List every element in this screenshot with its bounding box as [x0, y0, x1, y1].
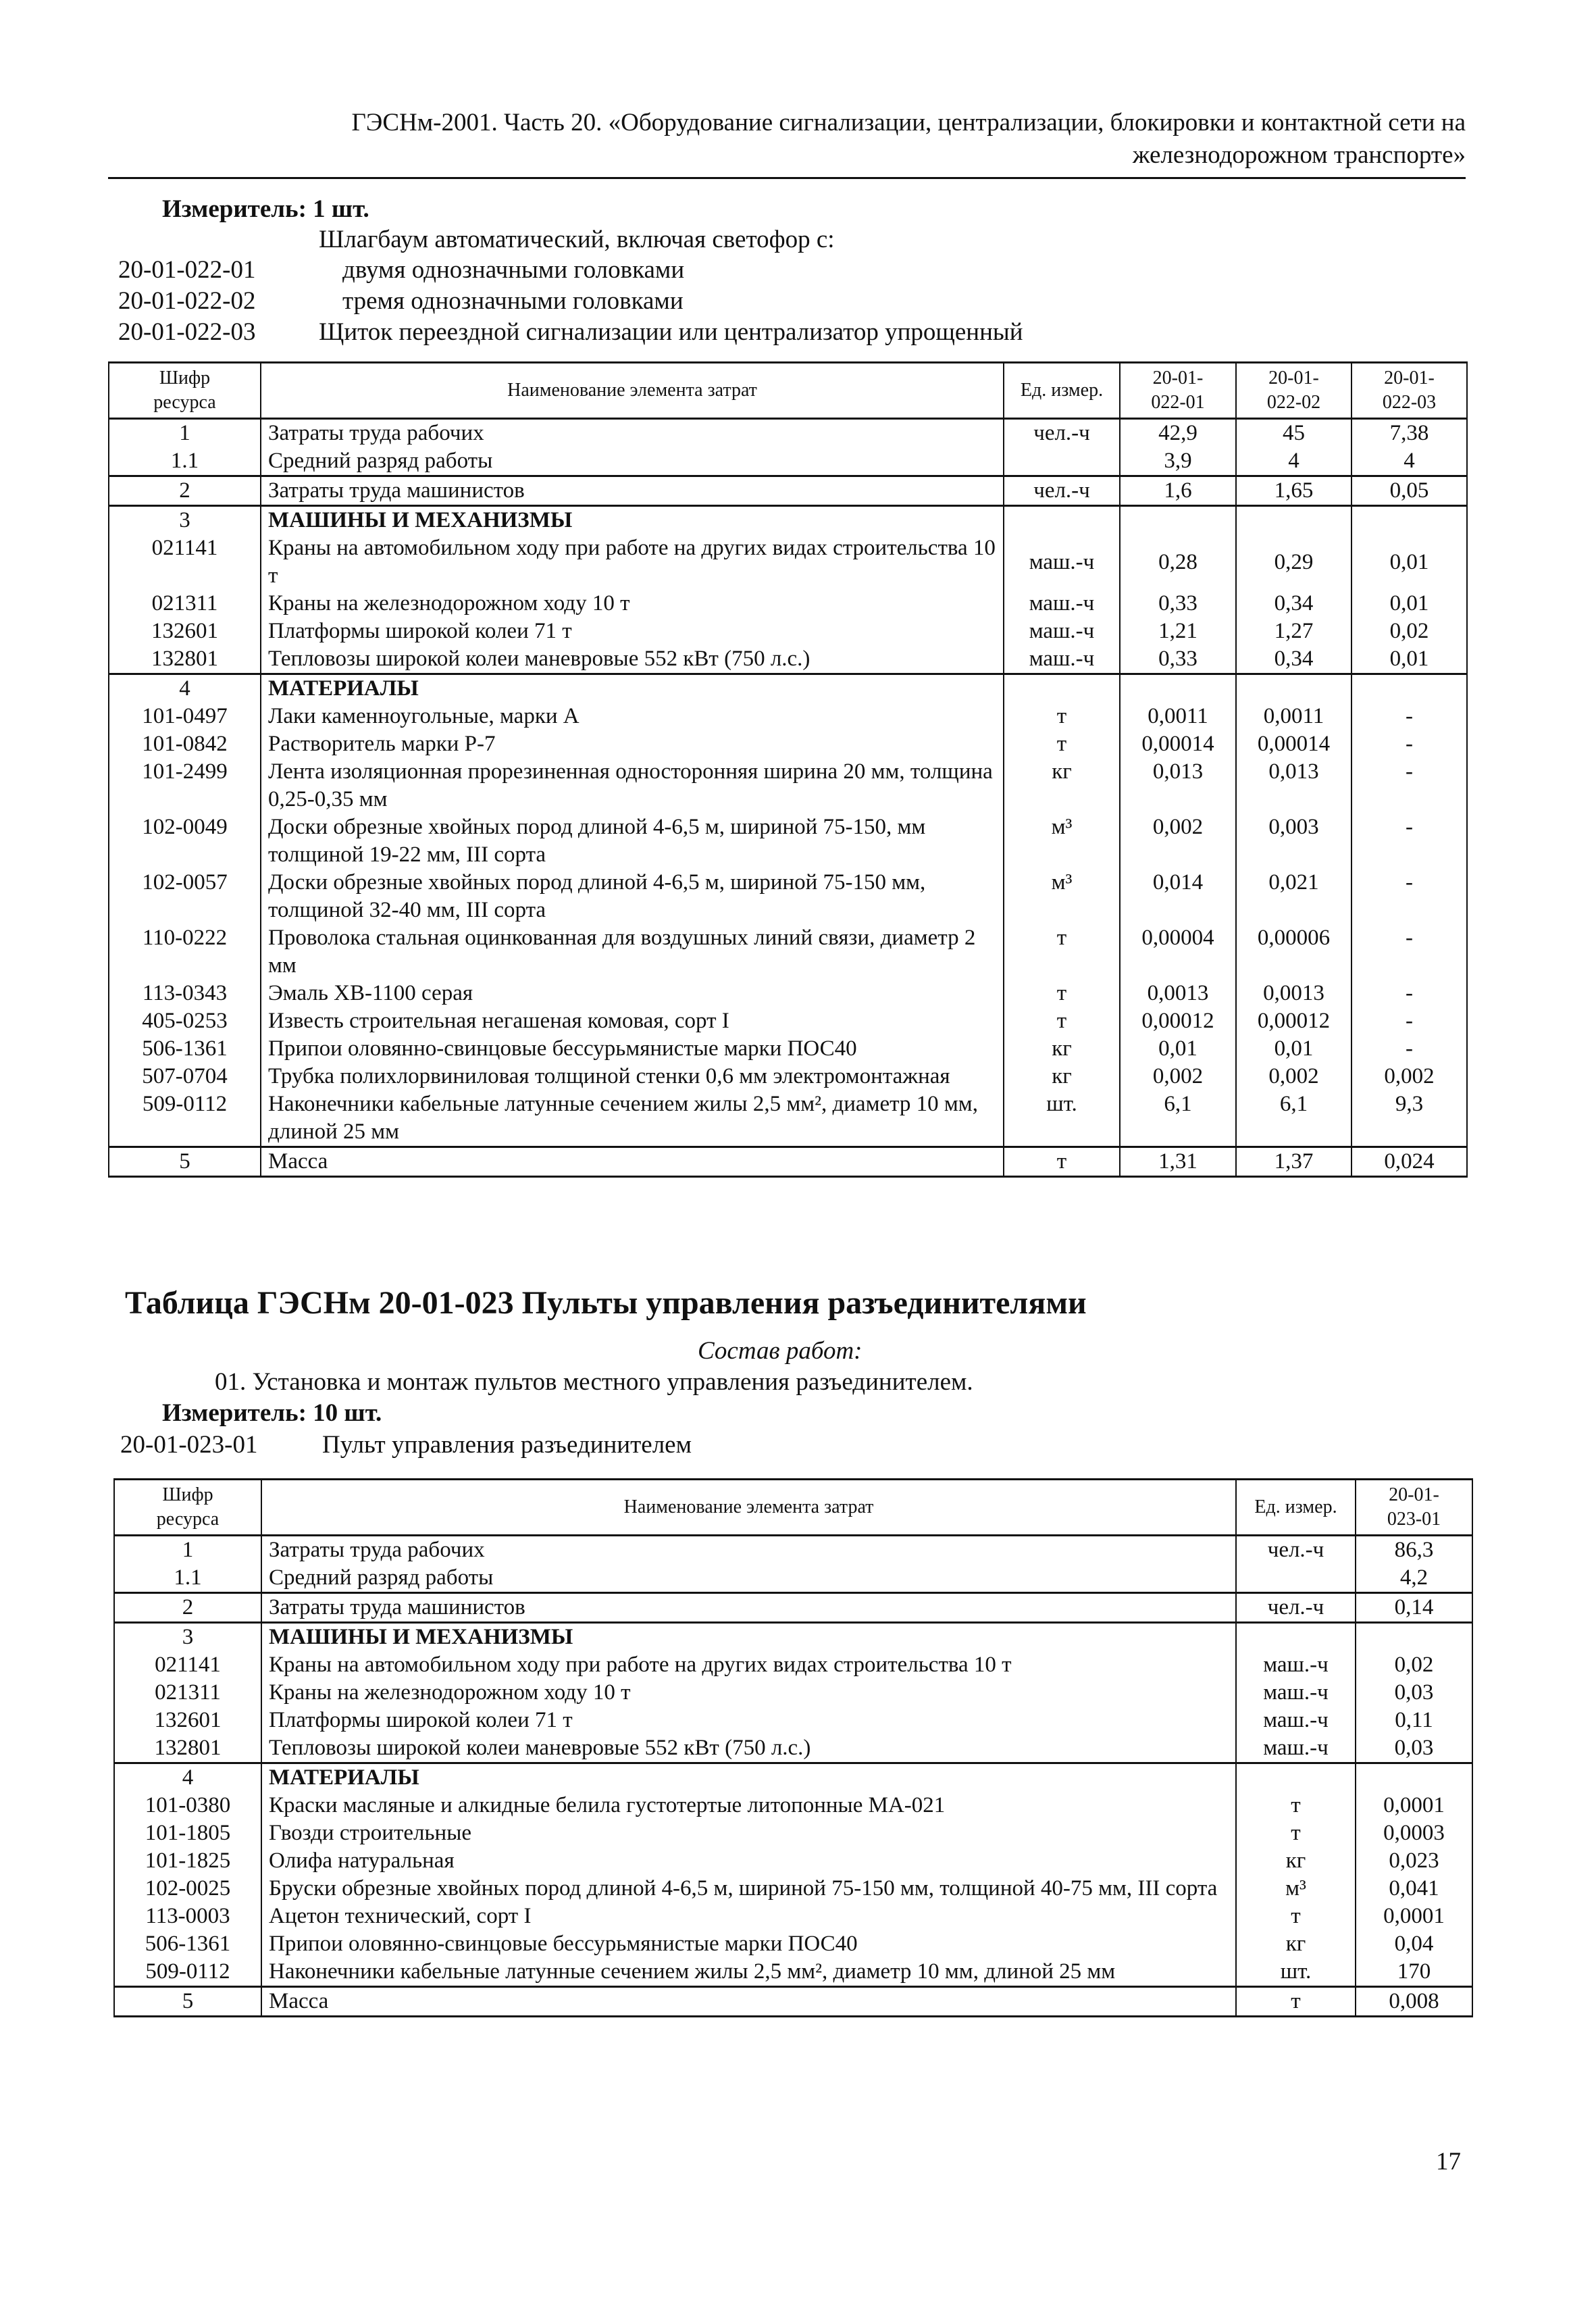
table-row: 102-0025 Бруски обрезные хвойных пород длиной 4-6,5 м, шириной 75-150 мм, толщиной 40-75 мм, III сорта м³ 0,041: [114, 1875, 1472, 1903]
work-item-intro: Шлагбаум автоматический, включая светофор с:: [319, 226, 835, 253]
table-row: 132801 Тепловозы широкой колеи маневровые 552 кВт (750 л.с.) маш.-ч 0,03: [114, 1734, 1472, 1763]
resource-table-1: [108, 361, 1468, 1178]
table-row: 1.1 Средний разряд работы 4,2: [114, 1564, 1472, 1593]
work-item-code: 20-01-022-01: [118, 256, 256, 284]
table-row: 021311 Краны на железнодорожном ходу 10 т маш.-ч 0,33 0,34 0,01: [109, 590, 1467, 618]
table-row: 101-0380 Краски масляные и алкидные белила густотертые литопонные МА-021 т 0,0001: [114, 1792, 1472, 1819]
table-header-row: [114, 1480, 1472, 1536]
table-row: 021141 Краны на автомобильном ходу при работе на других видах строительства 10 т маш.-ч 0,28 0,29 0,01: [109, 534, 1467, 590]
table-row: 1 Затраты труда рабочих чел.-ч 42,9 45 7,38: [109, 419, 1467, 448]
table-row: 5 Масса т 0,008: [114, 1987, 1472, 2017]
header-rule: [108, 177, 1466, 179]
work-item-text: тремя однозначными головками: [342, 287, 684, 315]
work-item-text: двумя однозначными головками: [342, 256, 685, 284]
header-col-1: 20-01- 023-01: [1356, 1480, 1472, 1536]
table-row: 101-0497 Лаки каменноугольные, марки А т 0,0011 0,0011 -: [109, 703, 1467, 730]
table-header-row: [109, 363, 1467, 419]
table-row: 101-1805 Гвозди строительные т 0,0003: [114, 1819, 1472, 1847]
table-row: 102-0057 Доски обрезные хвойных пород длиной 4-6,5 м, шириной 75-150 мм, толщиной 32-40 мм, III сорта м³ 0,014 0,021 -: [109, 869, 1467, 924]
section-row: 4 МАТЕРИАЛЫ: [109, 674, 1467, 703]
work-item-code: 20-01-023-01: [120, 1431, 258, 1459]
table-row: 507-0704 Трубка полихлорвиниловая толщиной стенки 0,6 мм электромонтажная кг 0,002 0,002 0,002: [109, 1063, 1467, 1090]
table-row: 1 Затраты труда рабочих чел.-ч 86,3: [114, 1536, 1472, 1565]
table-row: 506-1361 Припои оловянно-свинцовые бессурьмянистые марки ПОС40 кг 0,01 0,01 -: [109, 1035, 1467, 1063]
header-code: Шифр ресурса: [109, 363, 261, 419]
table-row: 102-0049 Доски обрезные хвойных пород длиной 4-6,5 м, шириной 75-150, мм толщиной 19-22 мм, III сорта м³ 0,002 0,003 -: [109, 813, 1467, 869]
header-unit: Ед. измер.: [1236, 1480, 1356, 1536]
unit-of-measure-2: Измеритель: 10 шт.: [162, 1399, 382, 1427]
table-row: 101-0842 Растворитель марки Р-7 т 0,00014 0,00014 -: [109, 730, 1467, 758]
header-unit: Ед. измер.: [1004, 363, 1120, 419]
resource-table-2: [113, 1478, 1473, 2017]
header-name: Наименование элемента затрат: [261, 1480, 1236, 1536]
work-item-text: Пульт управления разъединителем: [322, 1431, 692, 1459]
table-row: 113-0003 Ацетон технический, сорт I т 0,0001: [114, 1903, 1472, 1930]
table-row: 506-1361 Припои оловянно-свинцовые бессурьмянистые марки ПОС40 кг 0,04: [114, 1930, 1472, 1958]
table-row: 2 Затраты труда машинистов чел.-ч 1,6 1,65 0,05: [109, 476, 1467, 506]
page-number: 17: [1436, 2148, 1461, 2175]
section-row: 4 МАТЕРИАЛЫ: [114, 1763, 1472, 1792]
composition-item: 01. Установка и монтаж пультов местного управления разъединителем.: [215, 1368, 973, 1396]
table-row: 132601 Платформы широкой колеи 71 т маш.-ч 1,21 1,27 0,02: [109, 618, 1467, 645]
header-col-3: 20-01- 022-03: [1352, 363, 1467, 419]
table-row: 113-0343 Эмаль ХВ-1100 серая т 0,0013 0,0013 -: [109, 980, 1467, 1007]
section-row: 3 МАШИНЫ И МЕХАНИЗМЫ: [109, 506, 1467, 535]
running-header: [108, 107, 1466, 172]
section-row: 3 МАШИНЫ И МЕХАНИЗМЫ: [114, 1623, 1472, 1652]
table-row: 021141 Краны на автомобильном ходу при работе на других видах строительства 10 т маш.-ч 0,02: [114, 1651, 1472, 1679]
header-line-2: железнодорожном транспорте»: [1132, 141, 1466, 169]
table-row: 5 Масса т 1,31 1,37 0,024: [109, 1147, 1467, 1177]
table-row: 101-2499 Лента изоляционная прорезиненная односторонняя ширина 20 мм, толщина 0,25-0,35 мм кг 0,013 0,013 -: [109, 758, 1467, 813]
header-col-1: 20-01- 022-01: [1120, 363, 1236, 419]
table-row: 1.1 Средний разряд работы 3,9 4 4: [109, 447, 1467, 476]
table-row: 2 Затраты труда машинистов чел.-ч 0,14: [114, 1593, 1472, 1623]
unit-of-measure-1: Измеритель: 1 шт.: [162, 195, 369, 223]
table-row: 132801 Тепловозы широкой колеи маневровые 552 кВт (750 л.с.) маш.-ч 0,33 0,34 0,01: [109, 645, 1467, 674]
table-row: 021311 Краны на железнодорожном ходу 10 т маш.-ч 0,03: [114, 1679, 1472, 1707]
table-row: 110-0222 Проволока стальная оцинкованная для воздушных линий связи, диаметр 2 мм т 0,00004 0,00006 -: [109, 924, 1467, 980]
composition-label: Состав работ:: [698, 1337, 863, 1365]
work-item-text: Щиток переездной сигнализации или централизатор упрощенный: [319, 318, 1023, 346]
table-row: 101-1825 Олифа натуральная кг 0,023: [114, 1847, 1472, 1875]
table-row: 509-0112 Наконечники кабельные латунные сечением жилы 2,5 мм², диаметр 10 мм, длиной 25 мм шт. 6,1 6,1 9,3: [109, 1090, 1467, 1147]
work-item-code: 20-01-022-03: [118, 318, 256, 346]
header-name: Наименование элемента затрат: [261, 363, 1004, 419]
table-row: 405-0253 Известь строительная негашеная комовая, сорт I т 0,00012 0,00012 -: [109, 1007, 1467, 1035]
work-item-code: 20-01-022-02: [118, 287, 256, 315]
header-code: Шифр ресурса: [114, 1480, 261, 1536]
table-row: 132601 Платформы широкой колеи 71 т маш.-ч 0,11: [114, 1707, 1472, 1734]
header-col-2: 20-01- 022-02: [1236, 363, 1352, 419]
table-title: Таблица ГЭСНм 20-01-023 Пульты управления разъединителями: [125, 1285, 1087, 1321]
table-row: 509-0112 Наконечники кабельные латунные сечением жилы 2,5 мм², диаметр 10 мм, длиной 25 мм шт. 170: [114, 1958, 1472, 1987]
header-line-1: ГЭСНм-2001. Часть 20. «Оборудование сигнализации, централизации, блокировки и контактной сети на: [351, 109, 1466, 136]
